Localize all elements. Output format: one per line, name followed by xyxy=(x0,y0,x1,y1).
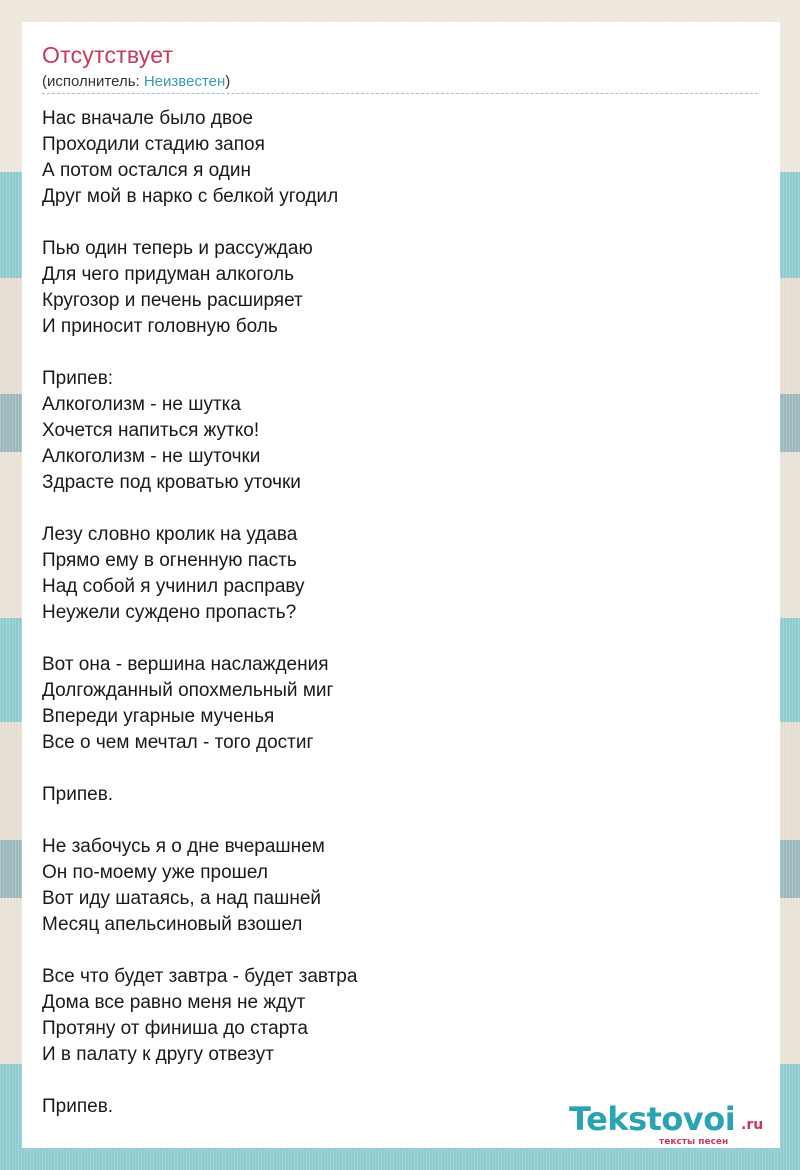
lyrics-card xyxy=(22,22,780,1148)
lyric-line: И в палату к другу отвезут xyxy=(42,1044,274,1065)
lyric-line: Прямо ему в огненную пасть xyxy=(42,550,297,571)
lyric-blank-line xyxy=(42,756,742,782)
lyric-line: Впереди угарные мученья xyxy=(42,706,275,727)
lyric-line: Нас вначале было двое xyxy=(42,108,253,129)
performer-line xyxy=(42,73,230,90)
lyric-blank-line xyxy=(42,1068,742,1094)
lyric-blank-line xyxy=(42,496,742,522)
lyric-line: Долгожданный опохмельный миг xyxy=(42,680,334,701)
lyric-line: Проходили стадию запоя xyxy=(42,134,265,155)
lyric-line: Кругозор и печень расширяет xyxy=(42,290,303,311)
lyric-line: Не забочусь я о дне вчерашнем xyxy=(42,836,325,857)
lyric-blank-line xyxy=(42,938,742,964)
lyric-line: Все о чем мечтал - того достиг xyxy=(42,732,314,753)
lyric-line: Все что будет завтра - будет завтра xyxy=(42,966,358,987)
lyric-line: Припев. xyxy=(42,1096,114,1117)
lyric-line: Лезу словно кролик на удава xyxy=(42,524,298,545)
lyric-line: А потом остался я один xyxy=(42,160,251,181)
lyric-blank-line xyxy=(42,626,742,652)
lyric-line: Хочется напиться жутко! xyxy=(42,420,260,441)
site-logo[interactable] xyxy=(569,1100,779,1146)
lyric-line: Здрасте под кроватью уточки xyxy=(42,472,301,493)
lyric-line: Алкоголизм - не шутка xyxy=(42,394,241,415)
lyrics-body xyxy=(42,106,742,1120)
logo-domain: .ru xyxy=(741,1117,764,1133)
lyric-line: Месяц апельсиновый взошел xyxy=(42,914,303,935)
lyric-line: Вот иду шатаясь, а над пашней xyxy=(42,888,322,909)
lyric-blank-line xyxy=(42,808,742,834)
lyric-line: Друг мой в нарко с белкой угодил xyxy=(42,186,339,207)
lyric-line: Вот она - вершина наслаждения xyxy=(42,654,329,675)
lyric-line: Припев: xyxy=(42,368,114,389)
lyric-line: Дома все равно меня не ждут xyxy=(42,992,306,1013)
lyric-line: И приносит головную боль xyxy=(42,316,278,337)
performer-suffix: ) xyxy=(225,73,231,90)
lyric-blank-line xyxy=(42,340,742,366)
lyric-line: Над собой я учинил расправу xyxy=(42,576,305,597)
logo-tagline: тексты песен xyxy=(659,1137,729,1147)
lyric-line: Для чего придуман алкоголь xyxy=(42,264,294,285)
performer-link[interactable]: Неизвестен xyxy=(143,73,226,90)
lyric-line: Он по-моему уже прошел xyxy=(42,862,268,883)
song-title: Отсутствует xyxy=(42,42,174,68)
lyric-blank-line xyxy=(42,210,742,236)
logo-text: Tekstovoi xyxy=(569,1100,736,1138)
performer-prefix: (исполнитель: xyxy=(42,73,144,90)
lyric-line: Протяну от финиша до старта xyxy=(42,1018,308,1039)
lyric-line: Неужели суждено пропасть? xyxy=(42,602,297,623)
lyric-line: Припев. xyxy=(42,784,114,805)
divider xyxy=(42,93,758,94)
lyric-line: Алкоголизм - не шуточки xyxy=(42,446,261,467)
lyric-line: Пью один теперь и рассуждаю xyxy=(42,238,313,259)
